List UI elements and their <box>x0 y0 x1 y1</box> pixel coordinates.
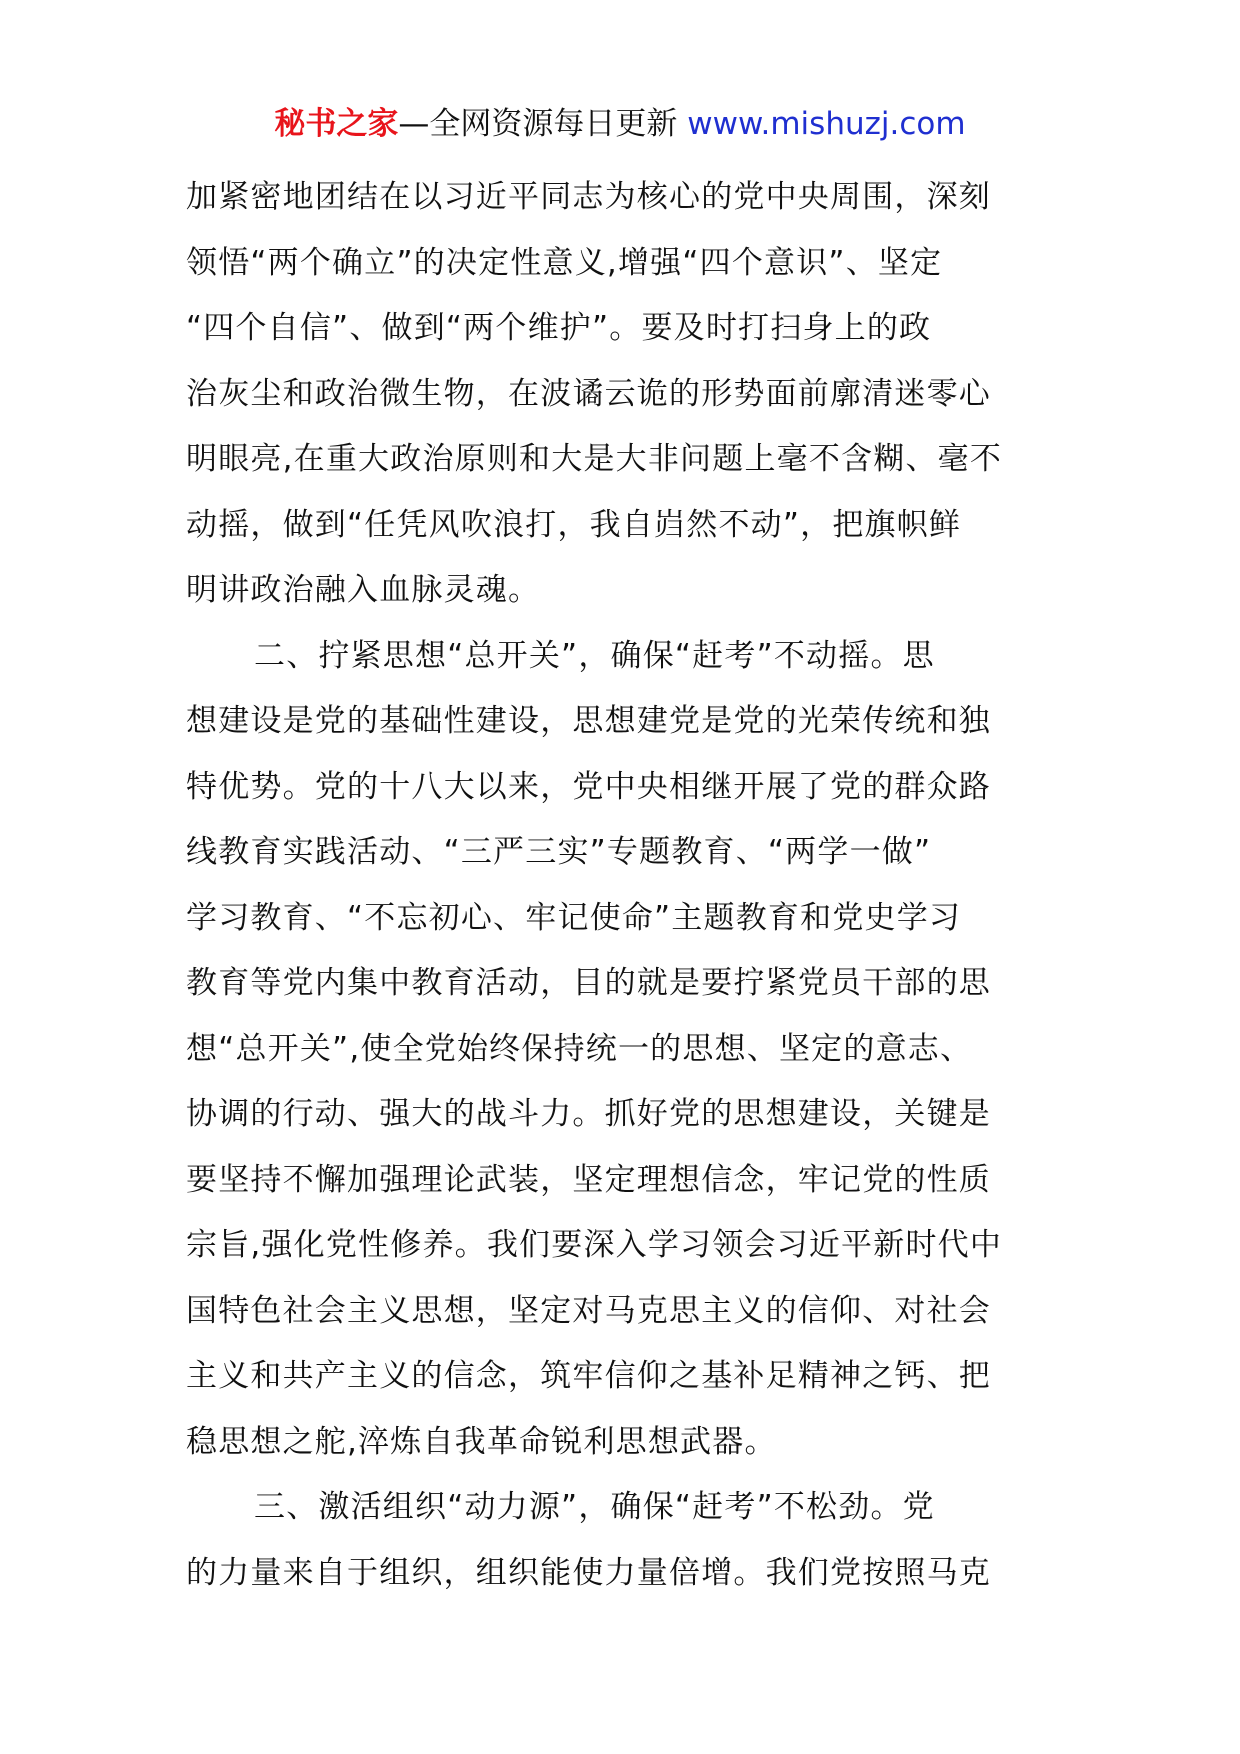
body-line: 特优势。党的十八大以来，党中央相继开展了党的群众路 <box>186 768 991 805</box>
body-line: 要坚持不懈加强理论武装，坚定理想信念，牢记党的性质 <box>186 1161 991 1198</box>
site-url-link[interactable]: www.mishuzj.com <box>687 106 966 142</box>
body-line: 动摇，做到“任凭风吹浪打，我自岿然不动”，把旗帜鲜 <box>186 506 962 543</box>
body-line: 的力量来自于组织，组织能使力量倍增。我们党按照马克 <box>186 1554 991 1591</box>
body-line: 学习教育、“不忘初心、牢记使命”主题教育和党史学习 <box>186 899 962 936</box>
body-line: 宗旨,强化党性修养。我们要深入学习领会习近平新时代中 <box>186 1227 1003 1263</box>
body-line: 线教育实践活动、“三严三实”专题教育、“两学一做” <box>186 834 932 870</box>
section-heading-line: 三、激活组织“动力源”，确保“赶考”不松劲。党 <box>254 1489 935 1525</box>
body-line: 想建设是党的基础性建设，思想建党是党的光荣传统和独 <box>186 703 991 739</box>
body-line: 领悟“两个确立”的决定性意义,增强“四个意识”、坚定 <box>186 244 943 281</box>
body-line: 主义和共产主义的信念，筑牢信仰之基补足精神之钙、把 <box>186 1358 991 1394</box>
brand-name: 秘书之家 <box>274 106 399 142</box>
document-body <box>186 165 1056 1606</box>
section-heading-line: 二、拧紧思想“总开关”，确保“赶考”不动摇。思 <box>254 637 935 674</box>
body-line: 明讲政治融入血脉灵魂。 <box>186 572 541 608</box>
header-tagline: —全网资源每日更新 <box>398 106 678 142</box>
body-line: 协调的行动、强大的战斗力。抓好党的思想建设，关键是 <box>186 1096 991 1132</box>
body-line: 稳思想之舵,淬炼自我革命锐利思想武器。 <box>186 1423 777 1460</box>
body-line: 明眼亮,在重大政治原则和大是大非问题上毫不含糊、毫不 <box>186 441 1003 477</box>
body-line: 加紧密地团结在以习近平同志为核心的党中央周围，深刻 <box>186 179 991 215</box>
body-line: 教育等党内集中教育活动，目的就是要拧紧党员干部的思 <box>186 965 991 1001</box>
page-header <box>0 100 1240 148</box>
body-line: 治灰尘和政治微生物，在波谲云诡的形势面前廓清迷零心 <box>186 375 991 412</box>
body-line: 想“总开关”,使全党始终保持统一的思想、坚定的意志、 <box>186 1030 973 1067</box>
body-line: 国特色社会主义思想，坚定对马克思主义的信仰、对社会 <box>186 1292 991 1329</box>
body-line: “四个自信”、做到“两个维护”。要及时打扫身上的政 <box>186 310 932 346</box>
